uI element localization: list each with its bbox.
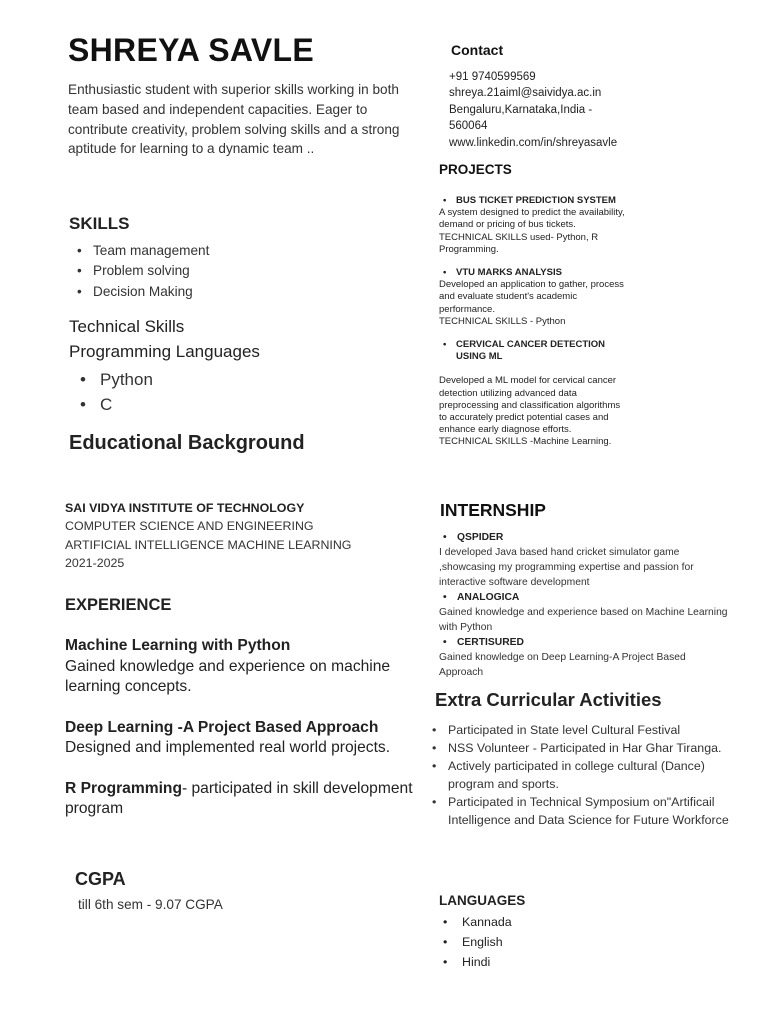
email-address[interactable]: shreya.21aiml@saividya.ac.in xyxy=(449,87,602,100)
experience-list xyxy=(65,636,435,840)
technical-skills-heading: Technical Skills xyxy=(69,317,185,336)
internship-description: I developed Java based hand cricket simulator game ,showcasing my programming expertise and passion for interactive software development xyxy=(439,547,694,588)
skill-item: • Problem solving xyxy=(69,261,209,281)
programming-languages-heading: Programming Languages xyxy=(69,342,260,361)
skill-item: • Team management xyxy=(69,241,209,261)
project-item xyxy=(439,267,659,328)
contact-details xyxy=(449,69,749,151)
programming-languages-list xyxy=(78,367,153,417)
extracurricular-heading: Extra Curricular Activities xyxy=(435,689,662,710)
activity-item: • NSS Volunteer - Participated in Har Ghar Tiranga. xyxy=(429,739,729,757)
experience-title: Machine Learning with Python xyxy=(65,637,291,654)
internship-company: • ANALOGICA xyxy=(439,590,729,605)
language-item: • C xyxy=(78,392,153,417)
institute-name: SAI VIDYA INSTITUTE OF TECHNOLOGY xyxy=(65,501,305,515)
internship-company: • QSPIDER xyxy=(439,530,729,545)
language-item: • Hindi xyxy=(439,953,512,973)
languages-list xyxy=(439,913,512,972)
language-item: • Python xyxy=(78,367,153,392)
experience-text: Designed and implemented real world projects. xyxy=(65,739,391,756)
linkedin-link[interactable]: www.linkedin.com/in/shreyasavle xyxy=(449,136,618,149)
experience-item xyxy=(65,718,435,759)
resume-name: SHREYA SAVLE xyxy=(68,32,315,68)
projects-heading: PROJECTS xyxy=(439,162,512,177)
cgpa-value: till 6th sem - 9.07 CGPA xyxy=(78,897,223,912)
experience-title: R Programming xyxy=(65,779,182,797)
experience-title: Deep Learning -A Project Based Approach xyxy=(65,718,379,736)
extracurricular-list xyxy=(429,721,729,829)
specialization: ARTIFICIAL INTELLIGENCE MACHINE LEARNING xyxy=(65,537,352,552)
activity-item: • Participated in Technical Symposium on"Artificail Intelligence and Data Science for Future Workforce xyxy=(429,793,729,829)
phone-number: +91 9740599569 xyxy=(449,71,536,83)
internship-list xyxy=(439,530,729,680)
study-years: 2021-2025 xyxy=(65,556,125,571)
internship-description: Gained knowledge and experience based on Machine Learning with Python xyxy=(439,607,728,633)
language-item: • English xyxy=(439,933,512,953)
language-item: • Kannada xyxy=(439,913,512,933)
project-title: • BUS TICKET PREDICTION SYSTEM xyxy=(439,195,659,207)
internship-description: Gained knowledge on Deep Learning-A Project Based Approach xyxy=(439,652,686,678)
project-title: • CERVICAL CANCER DETECTION USING ML xyxy=(439,339,626,363)
internship-company: • CERTISURED xyxy=(439,635,729,650)
education-details xyxy=(65,499,351,573)
experience-item xyxy=(65,779,435,820)
skills-heading: SKILLS xyxy=(69,214,130,233)
address-line: Bengaluru,Karnataka,India - xyxy=(449,103,593,116)
experience-heading: EXPERIENCE xyxy=(65,596,172,614)
skill-item: • Decision Making xyxy=(69,282,209,302)
experience-item xyxy=(65,636,435,698)
project-description: Developed a ML model for cervical cancer detection utilizing advanced data preprocessing and classification algorithms to accurately predict potential cases and enhance early diagnose efforts. TECHNICAL SKILLS -Machine Learning. xyxy=(439,375,621,448)
project-title: • VTU MARKS ANALYSIS xyxy=(439,267,659,279)
activity-item: • Participated in State level Cultural Festival xyxy=(429,721,729,739)
project-description: Developed an application to gather, process and evaluate student's academic performance. TECHNICAL SKILLS - Python xyxy=(439,279,624,327)
internship-heading: INTERNSHIP xyxy=(440,500,546,520)
activity-item: • Actively participated in college cultural (Dance) program and sports. xyxy=(429,757,729,793)
project-item xyxy=(439,195,659,256)
cgpa-heading: CGPA xyxy=(75,869,126,889)
education-heading: Educational Background xyxy=(69,432,305,454)
languages-heading: LANGUAGES xyxy=(439,893,526,908)
experience-text: - participated in skill development program xyxy=(65,779,413,817)
projects-list xyxy=(439,195,659,460)
project-description: A system designed to predict the availability, demand or pricing of bus tickets. TECHNICAL SKILLS used- Python, R Programming. xyxy=(439,207,625,255)
contact-heading: Contact xyxy=(451,42,504,58)
profile-summary: Enthusiastic student with superior skills working in both team based and independent capacities. Eager to contribute creativity, problem solving skills and a strong aptitude for learning to a dynamic team .. xyxy=(68,82,400,157)
experience-text: Gained knowledge and experience on machine learning concepts. xyxy=(65,657,391,695)
branch: COMPUTER SCIENCE AND ENGINEERING xyxy=(65,519,314,534)
skills-list xyxy=(69,241,209,302)
postal-code: 560064 xyxy=(449,120,488,133)
project-item xyxy=(439,339,659,449)
